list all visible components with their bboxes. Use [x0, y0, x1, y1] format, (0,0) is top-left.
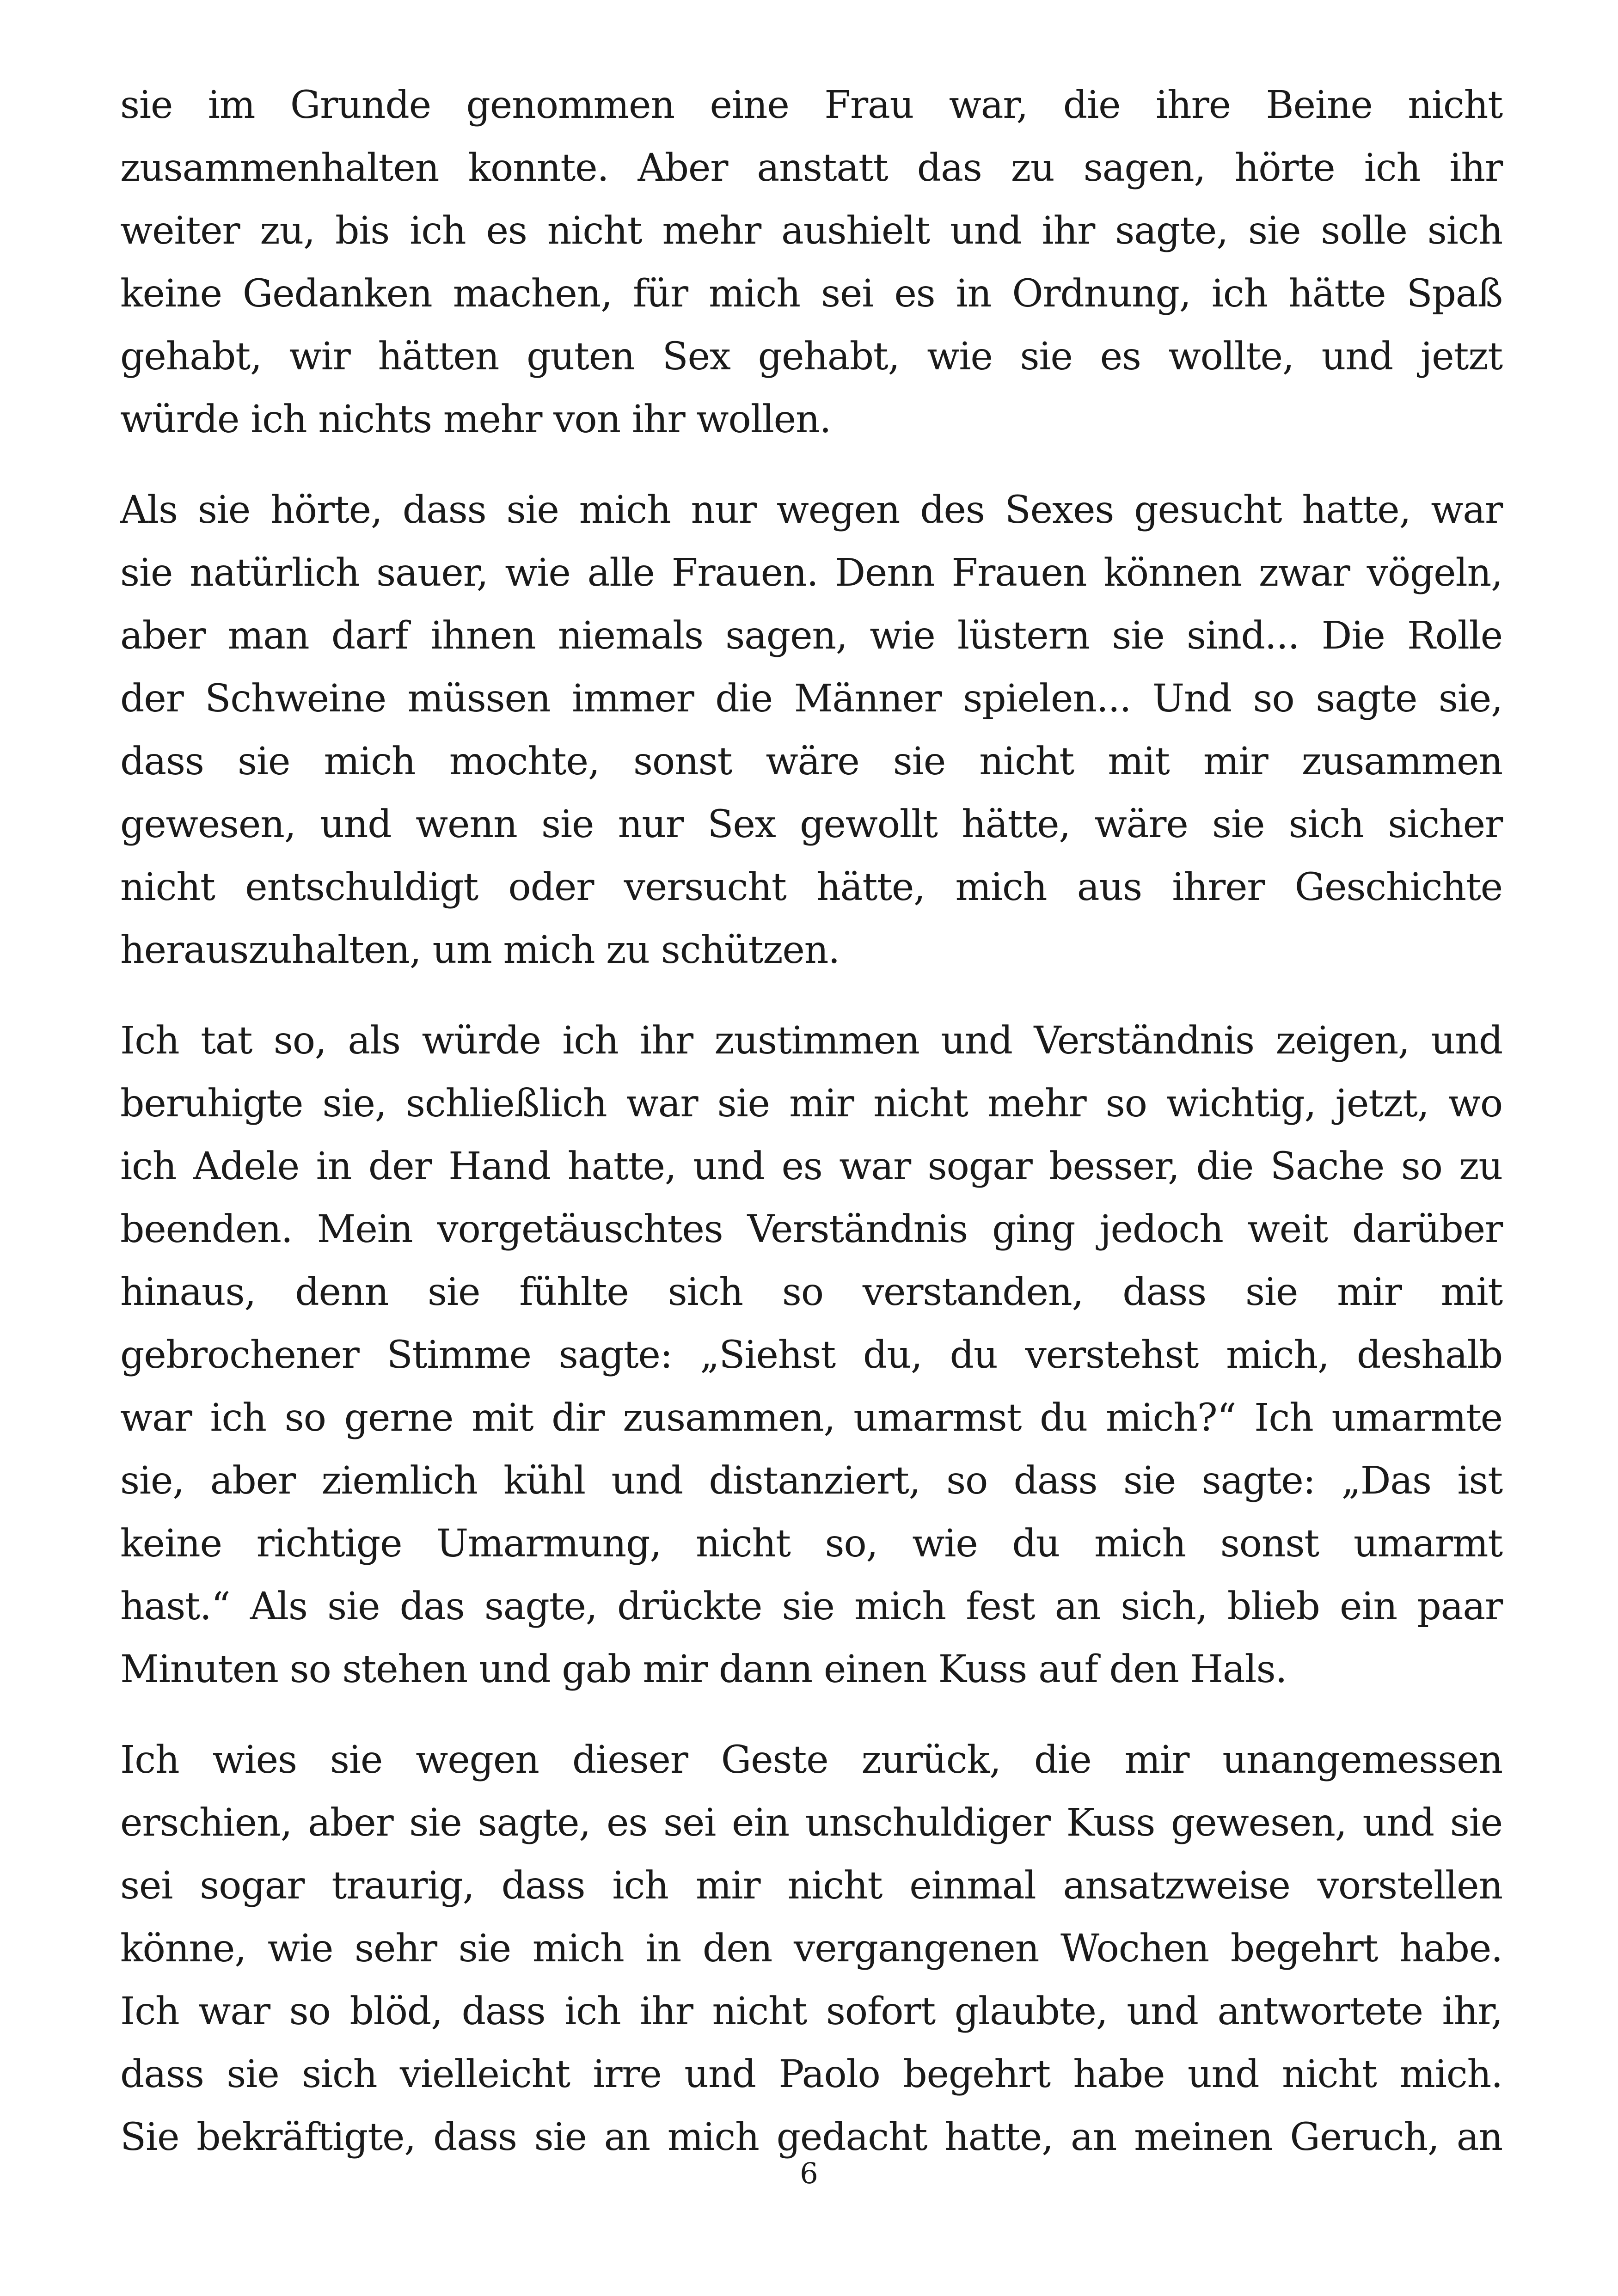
paragraph	[120, 479, 1502, 982]
text-line: hast.“ Als sie das sagte, drückte sie mich fest an sich, blieb ein paar	[120, 1585, 1502, 1629]
text-line: Ich war so blöd, dass ich ihr nicht sofort glaubte, und antwortete ihr,	[120, 1990, 1502, 2033]
text-line: herauszuhalten, um mich zu schützen.	[120, 928, 840, 972]
text-line: sie im Grunde genommen eine Frau war, die ihre Beine nicht	[120, 83, 1502, 127]
text-line: sie natürlich sauer, wie alle Frauen. Denn Frauen können zwar vögeln,	[120, 551, 1502, 595]
text-line: Ich tat so, als würde ich ihr zustimmen und Verständnis zeigen, und	[120, 1019, 1502, 1063]
text-line: ich Adele in der Hand hatte, und es war sogar besser, die Sache so zu	[120, 1145, 1502, 1188]
paragraph	[120, 74, 1502, 451]
text-line: Minuten so stehen und gab mir dann einen Kuss auf den Hals.	[120, 1647, 1287, 1691]
paragraph	[120, 1010, 1502, 1701]
text-line: beruhigte sie, schließlich war sie mir nicht mehr so wichtig, jetzt, wo	[120, 1082, 1502, 1126]
page-number: 6	[800, 2156, 818, 2190]
text-line: aber man darf ihnen niemals sagen, wie lüstern sie sind... Die Rolle	[120, 614, 1502, 658]
text-line: nicht entschuldigt oder versucht hätte, mich aus ihrer Geschichte	[120, 865, 1502, 909]
text-line: der Schweine müssen immer die Männer spielen... Und so sagte sie,	[120, 677, 1502, 721]
text-line: gebrochener Stimme sagte: „Siehst du, du verstehst mich, deshalb	[120, 1333, 1502, 1377]
text-line: Sie bekräftigte, dass sie an mich gedacht hatte, an meinen Geruch, an	[120, 2115, 1502, 2159]
text-line: erschien, aber sie sagte, es sei ein unschuldiger Kuss gewesen, und sie	[120, 1801, 1502, 1845]
text-line: gewesen, und wenn sie nur Sex gewollt hätte, wäre sie sich sicher	[120, 802, 1502, 846]
text-line: keine Gedanken machen, für mich sei es in Ordnung, ich hätte Spaß	[120, 272, 1502, 316]
paragraph	[120, 1729, 1502, 2169]
text-line: sei sogar traurig, dass ich mir nicht einmal ansatzweise vorstellen	[120, 1864, 1502, 1908]
text-line: sie, aber ziemlich kühl und distanziert, so dass sie sagte: „Das ist	[120, 1459, 1502, 1503]
text-line: zusammenhalten konnte. Aber anstatt das zu sagen, hörte ich ihr	[120, 146, 1502, 190]
text-line: dass sie mich mochte, sonst wäre sie nicht mit mir zusammen	[120, 740, 1502, 784]
text-line: dass sie sich vielleicht irre und Paolo begehrt habe und nicht mich.	[120, 2052, 1502, 2096]
text-line: hinaus, denn sie fühlte sich so verstanden, dass sie mir mit	[120, 1270, 1502, 1314]
text-line: Als sie hörte, dass sie mich nur wegen des Sexes gesucht hatte, war	[120, 488, 1502, 532]
page	[120, 74, 1502, 2247]
body-text	[120, 74, 1502, 2169]
text-line: könne, wie sehr sie mich in den vergangenen Wochen begehrt habe.	[120, 1927, 1502, 1971]
text-line: keine richtige Umarmung, nicht so, wie du mich sonst umarmt	[120, 1522, 1502, 1566]
text-line: würde ich nichts mehr von ihr wollen.	[120, 398, 831, 441]
text-line: war ich so gerne mit dir zusammen, umarmst du mich?“ Ich umarmte	[120, 1396, 1502, 1440]
text-line: gehabt, wir hätten guten Sex gehabt, wie sie es wollte, und jetzt	[120, 335, 1502, 379]
text-line: Ich wies sie wegen dieser Geste zurück, die mir unangemessen	[120, 1738, 1502, 1782]
text-line: beenden. Mein vorgetäuschtes Verständnis ging jedoch weit darüber	[120, 1207, 1502, 1251]
text-line: weiter zu, bis ich es nicht mehr aushielt und ihr sagte, sie solle sich	[120, 209, 1502, 253]
